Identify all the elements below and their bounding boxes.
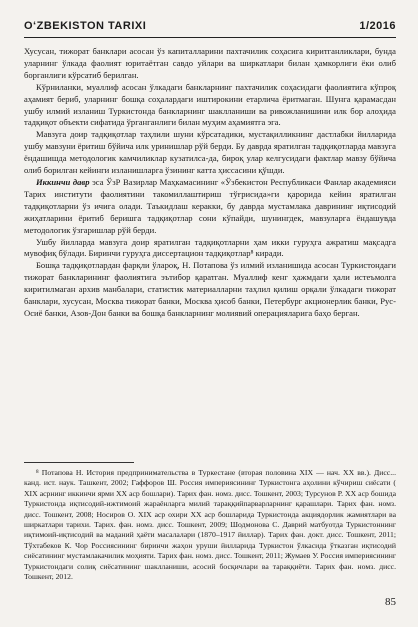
paragraph-3: Мавзуга доир тадқиқотлар таҳлили шуни кўрсатадики, мустақилликнинг дастлабки йилларида ушбу мавзуни ёритиш бўйича илк уринишлар рўй берди. Бу даврда яратилган тадқиқотларда мавзуга ёндашишда методологик камчиликлар кузатилса-да, бироқ улар келгусидаги фактлар мавзу бўйича олиб борилган кейинги изланишларга ўзининг катта ҳиссасини қўшди. xyxy=(24,129,396,176)
running-header xyxy=(24,20,396,36)
paragraph-5: Ушбу йилларда мавзуга доир яратилган тадқиқотларни ҳам икки гуруҳга ажратиш мақсадга мувофиқ бўлади. Биринчи гуруҳга диссертацион тадқиқотлар⁸ киради. xyxy=(24,236,396,259)
journal-title: O‘ZBEKISTON TARIXI xyxy=(24,20,147,32)
issue-number: 1/2016 xyxy=(359,20,396,32)
body-text xyxy=(24,46,396,320)
paragraph-6: Бошқа тадқиқотлардан фарқли ўлароқ, Н. Потапова ўз илмий изланишида асосан Туркистондаги тижорат банкларининг фаолиятига эътибор қаратган. Муаллиф кенг ҳажмдаги ҳали истеъмолга киритилмаган архив манбалари, статистик материалларни таҳлил қилиш орқали ўлкадаги тижорат банклари, хусусан, Москва тижорат банки, Москва ҳисоб банки, Петербург акционерлик банки, Рус-Осиё банки, Азов-Дон банки ва бошқа банкларнинг молиявий операцияларига баҳо берган. xyxy=(24,260,396,318)
footnote-rule xyxy=(24,462,134,463)
page-number: 85 xyxy=(385,596,396,608)
paragraph-1: Хусусан, тижорат банклари асосан ўз капиталларини пахтачилик соҳасига киритганликлари, бунда уларнинг ўлкада фаолият юритаётган савдо уйлари ва ширкатлари билан ҳамкорлиги ёки олиб борганлиги кўрсатиб берилган. xyxy=(24,46,396,80)
second-period-emphasis: Иккинчи давр xyxy=(36,176,90,187)
paragraph-4 xyxy=(24,177,396,237)
footnote-8: ⁸ Потапова Н. История предпринимательства в Туркестане (вторая половина XIX — нач. XX вв.). Дисс... канд. ист. наук. Ташкент, 2002; Гаффоров Ш. Россия империясининг Туркистонга аҳолини кўчириш сиёсати ( XIX асрнинг иккинчи ярми XX аср бошлари). Тарих фан. номз. дисс. Тошкент, 2003; Турсунов Р. XX аср бошида Туркистонда иқтисодий-ижтимоий жараёнларга милий тараққийпарварларнинг қарашлари. Тарих фан. номз. дисс. Тошкент, 2008; Носиров О. XIX аср охири XX аср бошларида Туркистонда акциядорлик жамиятлари ва ширкатлари тарихи. Тарих. фан. номз. дисс. Тошкент, 2009; Шодмонова С. Даврий матбуотда Туркистоннинг иқтимоий-иқтисодий ва маданий ҳаёти масалалари (1870–1917 йиллар). Тарих фан. докт. дисс. Тошкент, 2011; Тўхтабеков К. Чор Россиясининг биринчи жаҳон уруши йилларида Туркистон ўлкасида ўтказган иқтисодий сиёсатининг мустамлакачилик моҳияти. Тарих фан. номз. дисс. Тошкент, 2011; Жумаев У. Россия империясининг Туркистондаги солиқ сиёсатининг шаклланиши, асосий босқичлари ва тараққиёти. Тарих фан. номз. дисс. Тошкент, 2012. xyxy=(24,468,396,582)
footnote xyxy=(24,468,396,582)
paragraph-2: Кўрниланки, муаллиф асосан ўлкадаги банкларнинг пахтачилик соҳасидаги фаолиятига кўпроқ аҳамият бериб, уларнинг бошқа соҳалардаги иштирокини етарлича ёритмаган. Шунга қарамасдан ушбу илмий изланиш Туркистонда банкларнинг шаклланиши ва ривожланишини илк бор алоҳида тадқиқот объекти сифатида ўрганганлиги билан муҳим аҳамиятга эга. xyxy=(24,81,396,128)
paragraph-4-text: эса ЎзР Вазирлар Маҳкамасининг «Ўзбекистон Республикаси Фанлар академияси Тарих институти фаолиятини такомиллаштириш тўғрисида»ги қарорида кейин яратилган тадқиқотларни ўз ичига олади. Таъкидлаш керакки, бу даврда мустамлака даврининг иқтисодий жиҳатларини ёритиб беришга тадқиқотлар сони кўпайди, шунингдек, мавзуларга ёндашувда методологик ўзгаришлар рўй берди. xyxy=(24,176,397,235)
header-rule xyxy=(24,37,396,38)
